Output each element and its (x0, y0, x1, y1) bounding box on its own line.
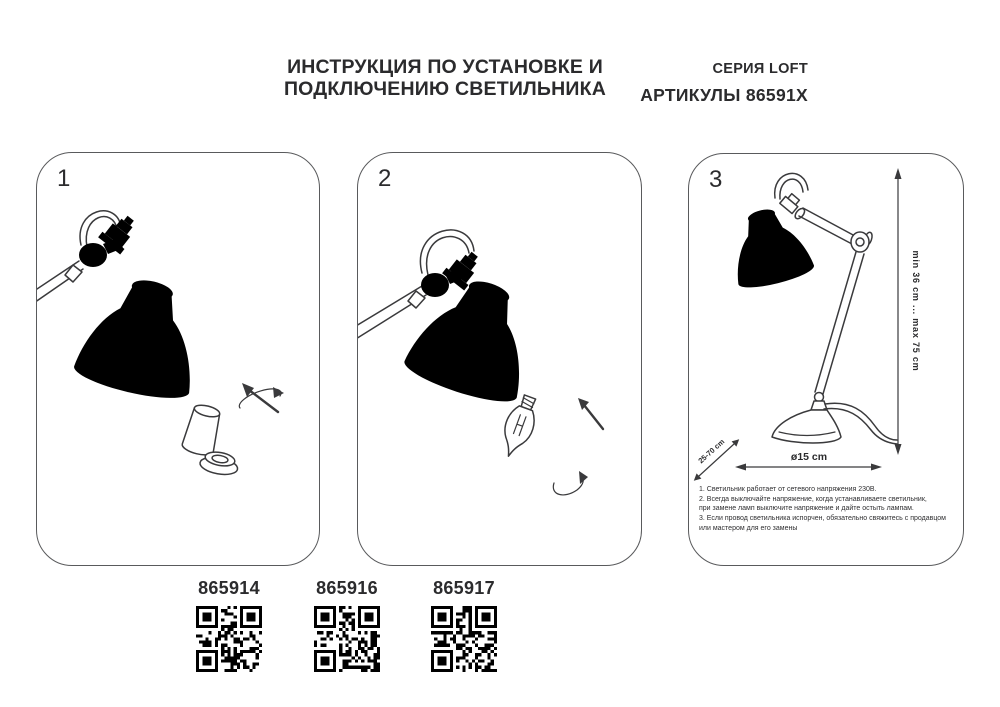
article-code: 865914 (198, 578, 260, 598)
step-number-3: 3 (709, 166, 723, 193)
step-panel-2 (357, 152, 642, 566)
light-bulb (496, 392, 543, 461)
reach-dimension (694, 437, 739, 481)
reach-label: 25-70 cm (696, 437, 727, 466)
note-line: при замене ламп выключите напряжение и дайте остыть лампам. (699, 505, 914, 513)
note-line: 2. Всегда выключайте напряжение, когда устанавливаете светильник, (699, 495, 927, 503)
note-line: или мастером для его замены (699, 524, 798, 532)
height-dimension (895, 168, 922, 455)
page-title (240, 56, 650, 100)
qr-code (314, 606, 380, 672)
lamp-arm (37, 261, 83, 305)
step-panel-1 (36, 152, 320, 566)
upper-arm (799, 208, 855, 244)
rotate-icon (239, 383, 284, 412)
shade-sleeve (181, 402, 224, 457)
insert-arrow (578, 398, 603, 429)
base-joint (815, 393, 824, 402)
article-code: 865916 (316, 578, 378, 598)
qr-code (196, 606, 262, 672)
lamp-base (772, 401, 841, 443)
articles-label: АРТИКУЛЫ 86591X (640, 85, 808, 105)
lamp-shade (71, 268, 212, 405)
step1-drawing (37, 153, 319, 565)
note-line: 1. Светильник работает от сетевого напряжения 230В. (699, 486, 877, 493)
step2-drawing (358, 153, 641, 565)
step-panel-3 (688, 153, 964, 566)
article-code: 865917 (433, 578, 495, 598)
header-right (640, 61, 808, 106)
height-range-label: min 36 cm ... max 75 cm (911, 250, 921, 372)
lower-arm (815, 252, 864, 394)
elbow-joint (851, 231, 874, 252)
step-number-1: 1 (57, 165, 71, 192)
lamp-arm (358, 286, 426, 342)
twist-arrow (553, 471, 588, 495)
page-title-line1: ИНСТРУКЦИЯ ПО УСТАНОВКЕ И (287, 56, 603, 78)
diameter-dimension (735, 451, 882, 471)
qr-code (431, 606, 497, 672)
note-line: 3. Если провод светильника испорчен, обязательно свяжитесь с продавцом (699, 515, 946, 523)
step-number-2: 2 (378, 165, 392, 192)
diameter-label: ø15 cm (790, 451, 828, 463)
lamp-head-socket (779, 192, 809, 221)
safety-notes (699, 485, 951, 534)
page-title-line2: ПОДКЛЮЧЕНИЮ СВЕТИЛЬНИКА (283, 78, 607, 100)
series-label: СЕРИЯ LOFT (712, 61, 808, 77)
